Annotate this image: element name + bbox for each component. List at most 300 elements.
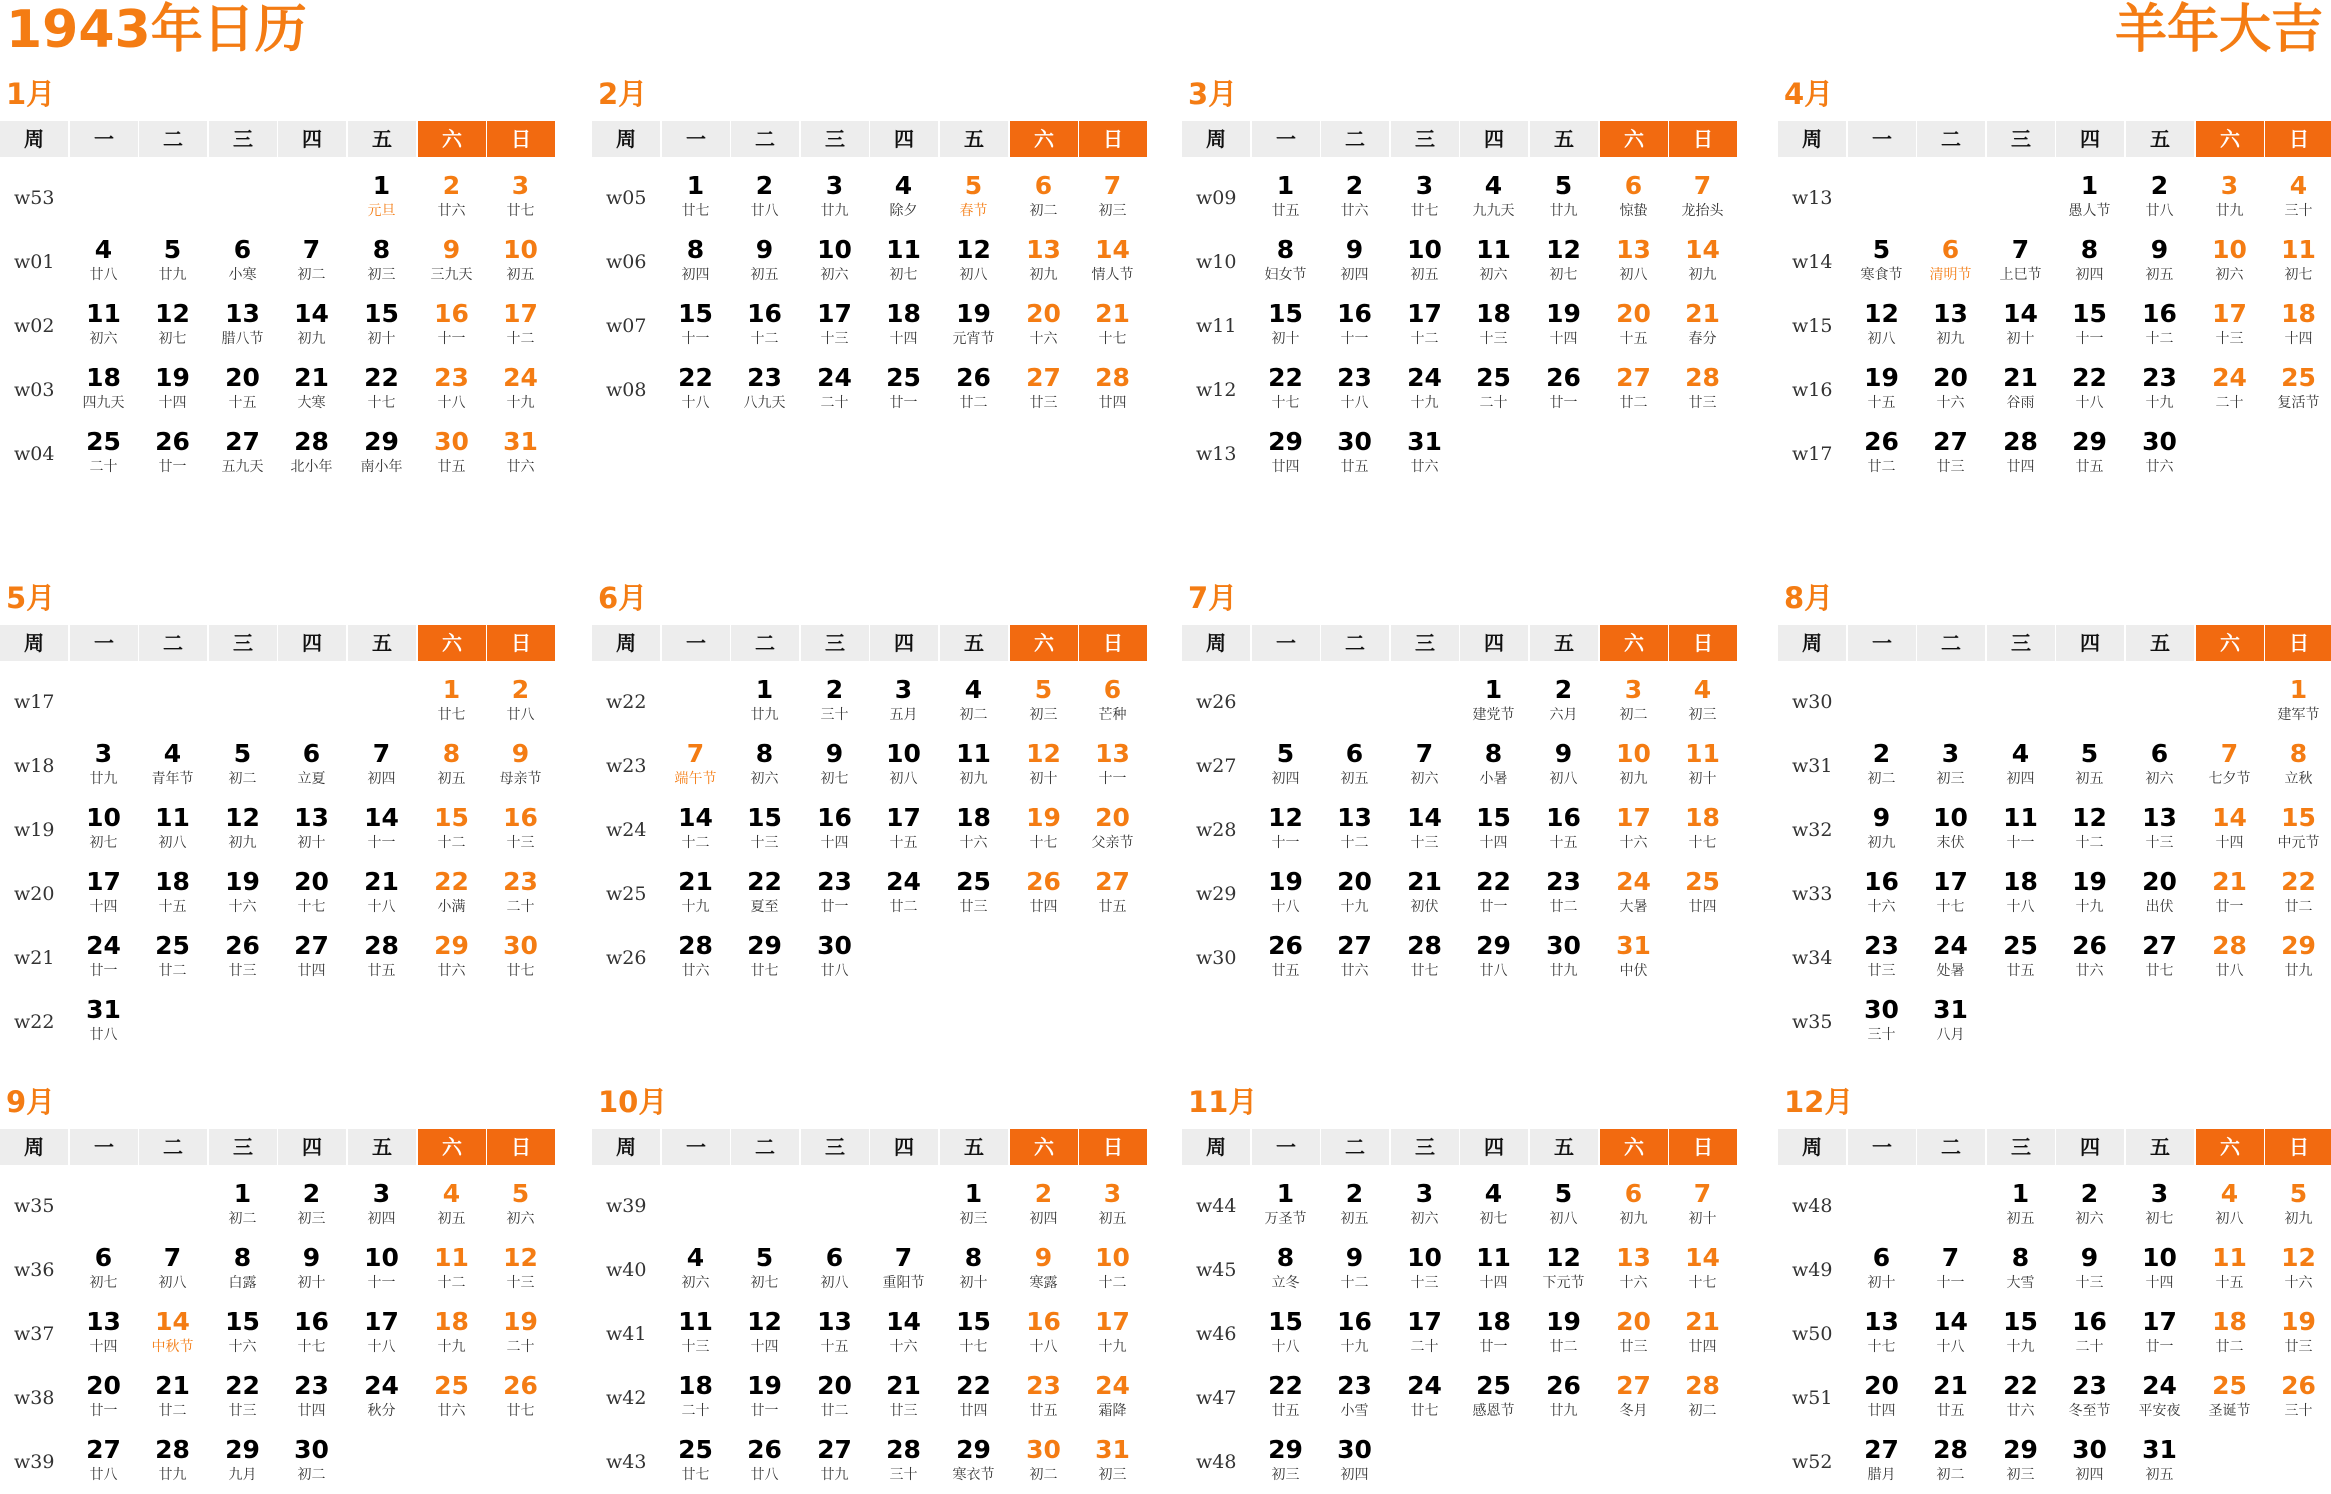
day-cell[interactable] [2195, 734, 2264, 798]
day-cell[interactable] [1599, 358, 1668, 422]
day-cell[interactable] [1668, 358, 1737, 422]
day-cell[interactable] [800, 1366, 869, 1430]
day-cell[interactable] [138, 862, 207, 926]
day-cell[interactable] [1986, 1366, 2055, 1430]
day-cell[interactable] [1916, 422, 1985, 486]
day-cell[interactable] [2125, 230, 2194, 294]
day-cell[interactable] [1847, 798, 1916, 862]
day-cell[interactable] [2055, 926, 2124, 990]
day-cell[interactable] [939, 862, 1008, 926]
day-cell[interactable] [1251, 358, 1320, 422]
day-cell[interactable] [1847, 990, 1916, 1054]
day-cell[interactable] [1078, 670, 1147, 734]
day-cell[interactable] [2264, 1174, 2331, 1238]
day-cell[interactable] [208, 1174, 277, 1238]
day-cell[interactable] [1251, 230, 1320, 294]
day-cell[interactable] [939, 358, 1008, 422]
day-cell[interactable] [661, 862, 730, 926]
day-cell[interactable] [1009, 1302, 1078, 1366]
day-cell[interactable] [1986, 1174, 2055, 1238]
day-cell[interactable] [486, 862, 555, 926]
day-cell[interactable] [1529, 166, 1598, 230]
day-cell[interactable] [1009, 798, 1078, 862]
day-cell[interactable] [2055, 1302, 2124, 1366]
day-cell[interactable] [869, 1238, 938, 1302]
day-cell[interactable] [1599, 294, 1668, 358]
day-cell[interactable] [2264, 1238, 2331, 1302]
day-cell[interactable] [1847, 926, 1916, 990]
day-cell[interactable] [869, 670, 938, 734]
day-cell[interactable] [1251, 1366, 1320, 1430]
day-cell[interactable] [138, 358, 207, 422]
day-cell[interactable] [869, 166, 938, 230]
day-cell[interactable] [800, 230, 869, 294]
day-cell[interactable] [1390, 230, 1459, 294]
day-cell[interactable] [1251, 1430, 1320, 1494]
day-cell[interactable] [347, 294, 416, 358]
day-cell[interactable] [1390, 1174, 1459, 1238]
day-cell[interactable] [2125, 422, 2194, 486]
day-cell[interactable] [1599, 798, 1668, 862]
day-cell[interactable] [1459, 1174, 1528, 1238]
day-cell[interactable] [1529, 734, 1598, 798]
day-cell[interactable] [208, 862, 277, 926]
day-cell[interactable] [1320, 1430, 1389, 1494]
day-cell[interactable] [2264, 798, 2331, 862]
day-cell[interactable] [417, 166, 486, 230]
day-cell[interactable] [138, 422, 207, 486]
day-cell[interactable] [417, 1302, 486, 1366]
day-cell[interactable] [800, 294, 869, 358]
day-cell[interactable] [939, 1430, 1008, 1494]
day-cell[interactable] [2264, 166, 2331, 230]
day-cell[interactable] [208, 1238, 277, 1302]
day-cell[interactable] [2264, 862, 2331, 926]
day-cell[interactable] [661, 1302, 730, 1366]
day-cell[interactable] [2055, 1366, 2124, 1430]
day-cell[interactable] [138, 798, 207, 862]
day-cell[interactable] [1459, 230, 1528, 294]
day-cell[interactable] [208, 798, 277, 862]
day-cell[interactable] [800, 358, 869, 422]
day-cell[interactable] [939, 734, 1008, 798]
day-cell[interactable] [1320, 1366, 1389, 1430]
day-cell[interactable] [138, 1430, 207, 1494]
day-cell[interactable] [730, 862, 799, 926]
day-cell[interactable] [1986, 926, 2055, 990]
day-cell[interactable] [2055, 1174, 2124, 1238]
day-cell[interactable] [2264, 926, 2331, 990]
day-cell[interactable] [869, 862, 938, 926]
day-cell[interactable] [730, 166, 799, 230]
day-cell[interactable] [730, 1238, 799, 1302]
day-cell[interactable] [1390, 798, 1459, 862]
day-cell[interactable] [869, 1302, 938, 1366]
day-cell[interactable] [417, 670, 486, 734]
day-cell[interactable] [1078, 1174, 1147, 1238]
day-cell[interactable] [1529, 926, 1598, 990]
day-cell[interactable] [1599, 1238, 1668, 1302]
day-cell[interactable] [2195, 166, 2264, 230]
day-cell[interactable] [1009, 294, 1078, 358]
day-cell[interactable] [486, 798, 555, 862]
day-cell[interactable] [1599, 862, 1668, 926]
day-cell[interactable] [1986, 734, 2055, 798]
day-cell[interactable] [661, 734, 730, 798]
day-cell[interactable] [277, 422, 346, 486]
day-cell[interactable] [1847, 1238, 1916, 1302]
day-cell[interactable] [939, 798, 1008, 862]
day-cell[interactable] [69, 862, 138, 926]
day-cell[interactable] [486, 1302, 555, 1366]
day-cell[interactable] [138, 294, 207, 358]
day-cell[interactable] [1529, 1238, 1598, 1302]
day-cell[interactable] [277, 358, 346, 422]
day-cell[interactable] [2125, 1430, 2194, 1494]
day-cell[interactable] [2195, 1366, 2264, 1430]
day-cell[interactable] [69, 294, 138, 358]
day-cell[interactable] [1320, 1238, 1389, 1302]
day-cell[interactable] [2264, 1302, 2331, 1366]
day-cell[interactable] [1078, 1302, 1147, 1366]
day-cell[interactable] [1529, 230, 1598, 294]
day-cell[interactable] [1599, 166, 1668, 230]
day-cell[interactable] [1668, 1174, 1737, 1238]
day-cell[interactable] [69, 990, 138, 1054]
day-cell[interactable] [1847, 1366, 1916, 1430]
day-cell[interactable] [1599, 230, 1668, 294]
day-cell[interactable] [1009, 166, 1078, 230]
day-cell[interactable] [2195, 1302, 2264, 1366]
day-cell[interactable] [869, 230, 938, 294]
day-cell[interactable] [730, 926, 799, 990]
day-cell[interactable] [1916, 862, 1985, 926]
day-cell[interactable] [2055, 358, 2124, 422]
day-cell[interactable] [1847, 1302, 1916, 1366]
day-cell[interactable] [417, 862, 486, 926]
day-cell[interactable] [2055, 294, 2124, 358]
day-cell[interactable] [2055, 1430, 2124, 1494]
day-cell[interactable] [1668, 862, 1737, 926]
day-cell[interactable] [1668, 230, 1737, 294]
day-cell[interactable] [1009, 670, 1078, 734]
day-cell[interactable] [277, 1366, 346, 1430]
day-cell[interactable] [69, 734, 138, 798]
day-cell[interactable] [1986, 862, 2055, 926]
day-cell[interactable] [1390, 294, 1459, 358]
day-cell[interactable] [1668, 798, 1737, 862]
day-cell[interactable] [208, 422, 277, 486]
day-cell[interactable] [1459, 798, 1528, 862]
day-cell[interactable] [1459, 734, 1528, 798]
day-cell[interactable] [1320, 798, 1389, 862]
day-cell[interactable] [1986, 1302, 2055, 1366]
day-cell[interactable] [2264, 734, 2331, 798]
day-cell[interactable] [347, 798, 416, 862]
day-cell[interactable] [939, 1302, 1008, 1366]
day-cell[interactable] [1668, 1238, 1737, 1302]
day-cell[interactable] [1078, 230, 1147, 294]
day-cell[interactable] [800, 1302, 869, 1366]
day-cell[interactable] [1009, 734, 1078, 798]
day-cell[interactable] [347, 422, 416, 486]
day-cell[interactable] [417, 926, 486, 990]
day-cell[interactable] [730, 230, 799, 294]
day-cell[interactable] [69, 1366, 138, 1430]
day-cell[interactable] [1529, 1174, 1598, 1238]
day-cell[interactable] [138, 230, 207, 294]
day-cell[interactable] [1916, 1430, 1985, 1494]
day-cell[interactable] [1668, 670, 1737, 734]
day-cell[interactable] [208, 926, 277, 990]
day-cell[interactable] [1320, 230, 1389, 294]
day-cell[interactable] [2055, 862, 2124, 926]
day-cell[interactable] [1459, 358, 1528, 422]
day-cell[interactable] [1529, 862, 1598, 926]
day-cell[interactable] [1847, 294, 1916, 358]
day-cell[interactable] [730, 1366, 799, 1430]
day-cell[interactable] [1078, 1430, 1147, 1494]
day-cell[interactable] [1078, 294, 1147, 358]
day-cell[interactable] [939, 294, 1008, 358]
day-cell[interactable] [2195, 358, 2264, 422]
day-cell[interactable] [869, 798, 938, 862]
day-cell[interactable] [69, 1302, 138, 1366]
day-cell[interactable] [1009, 230, 1078, 294]
day-cell[interactable] [661, 166, 730, 230]
day-cell[interactable] [869, 1366, 938, 1430]
day-cell[interactable] [1009, 1430, 1078, 1494]
day-cell[interactable] [939, 1366, 1008, 1430]
day-cell[interactable] [661, 1238, 730, 1302]
day-cell[interactable] [208, 230, 277, 294]
day-cell[interactable] [347, 166, 416, 230]
day-cell[interactable] [869, 734, 938, 798]
day-cell[interactable] [939, 230, 1008, 294]
day-cell[interactable] [2125, 1174, 2194, 1238]
day-cell[interactable] [800, 862, 869, 926]
day-cell[interactable] [69, 230, 138, 294]
day-cell[interactable] [1916, 294, 1985, 358]
day-cell[interactable] [1009, 1238, 1078, 1302]
day-cell[interactable] [1916, 230, 1985, 294]
day-cell[interactable] [486, 230, 555, 294]
day-cell[interactable] [1390, 1302, 1459, 1366]
day-cell[interactable] [1847, 734, 1916, 798]
day-cell[interactable] [1009, 1174, 1078, 1238]
day-cell[interactable] [1078, 358, 1147, 422]
day-cell[interactable] [1847, 358, 1916, 422]
day-cell[interactable] [2055, 734, 2124, 798]
day-cell[interactable] [1916, 358, 1985, 422]
day-cell[interactable] [208, 1430, 277, 1494]
day-cell[interactable] [661, 1366, 730, 1430]
day-cell[interactable] [1986, 798, 2055, 862]
day-cell[interactable] [1251, 1238, 1320, 1302]
day-cell[interactable] [1251, 422, 1320, 486]
day-cell[interactable] [1320, 358, 1389, 422]
day-cell[interactable] [486, 1238, 555, 1302]
day-cell[interactable] [2125, 798, 2194, 862]
day-cell[interactable] [2125, 862, 2194, 926]
day-cell[interactable] [1986, 358, 2055, 422]
day-cell[interactable] [347, 1302, 416, 1366]
day-cell[interactable] [347, 1238, 416, 1302]
day-cell[interactable] [1847, 862, 1916, 926]
day-cell[interactable] [208, 1302, 277, 1366]
day-cell[interactable] [2055, 166, 2124, 230]
day-cell[interactable] [277, 1430, 346, 1494]
day-cell[interactable] [347, 230, 416, 294]
day-cell[interactable] [347, 926, 416, 990]
day-cell[interactable] [800, 1238, 869, 1302]
day-cell[interactable] [1986, 422, 2055, 486]
day-cell[interactable] [800, 1430, 869, 1494]
day-cell[interactable] [417, 1366, 486, 1430]
day-cell[interactable] [661, 1430, 730, 1494]
day-cell[interactable] [208, 358, 277, 422]
day-cell[interactable] [730, 798, 799, 862]
day-cell[interactable] [1847, 422, 1916, 486]
day-cell[interactable] [2195, 1174, 2264, 1238]
day-cell[interactable] [138, 926, 207, 990]
day-cell[interactable] [1009, 358, 1078, 422]
day-cell[interactable] [2195, 862, 2264, 926]
day-cell[interactable] [1529, 798, 1598, 862]
day-cell[interactable] [1009, 862, 1078, 926]
day-cell[interactable] [2125, 294, 2194, 358]
day-cell[interactable] [69, 1430, 138, 1494]
day-cell[interactable] [277, 862, 346, 926]
day-cell[interactable] [2125, 734, 2194, 798]
day-cell[interactable] [1251, 734, 1320, 798]
day-cell[interactable] [2264, 1366, 2331, 1430]
day-cell[interactable] [661, 230, 730, 294]
day-cell[interactable] [1390, 422, 1459, 486]
day-cell[interactable] [1459, 926, 1528, 990]
day-cell[interactable] [1390, 862, 1459, 926]
day-cell[interactable] [1390, 926, 1459, 990]
day-cell[interactable] [1251, 862, 1320, 926]
day-cell[interactable] [1459, 1302, 1528, 1366]
day-cell[interactable] [417, 1238, 486, 1302]
day-cell[interactable] [1251, 926, 1320, 990]
day-cell[interactable] [277, 734, 346, 798]
day-cell[interactable] [730, 1302, 799, 1366]
day-cell[interactable] [1986, 230, 2055, 294]
day-cell[interactable] [939, 166, 1008, 230]
day-cell[interactable] [1320, 926, 1389, 990]
day-cell[interactable] [1251, 166, 1320, 230]
day-cell[interactable] [730, 358, 799, 422]
day-cell[interactable] [1668, 294, 1737, 358]
day-cell[interactable] [800, 734, 869, 798]
day-cell[interactable] [1078, 798, 1147, 862]
day-cell[interactable] [1847, 1430, 1916, 1494]
day-cell[interactable] [1320, 166, 1389, 230]
day-cell[interactable] [2195, 230, 2264, 294]
day-cell[interactable] [2195, 1238, 2264, 1302]
day-cell[interactable] [1986, 1238, 2055, 1302]
day-cell[interactable] [2125, 166, 2194, 230]
day-cell[interactable] [661, 294, 730, 358]
day-cell[interactable] [1320, 294, 1389, 358]
day-cell[interactable] [486, 358, 555, 422]
day-cell[interactable] [1529, 358, 1598, 422]
day-cell[interactable] [1459, 862, 1528, 926]
day-cell[interactable] [869, 1430, 938, 1494]
day-cell[interactable] [1916, 926, 1985, 990]
day-cell[interactable] [1599, 734, 1668, 798]
day-cell[interactable] [486, 1366, 555, 1430]
day-cell[interactable] [2055, 1238, 2124, 1302]
day-cell[interactable] [2055, 798, 2124, 862]
day-cell[interactable] [730, 734, 799, 798]
day-cell[interactable] [417, 230, 486, 294]
day-cell[interactable] [138, 1238, 207, 1302]
day-cell[interactable] [69, 358, 138, 422]
day-cell[interactable] [486, 166, 555, 230]
day-cell[interactable] [347, 1174, 416, 1238]
day-cell[interactable] [1390, 734, 1459, 798]
day-cell[interactable] [800, 798, 869, 862]
day-cell[interactable] [2264, 230, 2331, 294]
day-cell[interactable] [347, 734, 416, 798]
day-cell[interactable] [1390, 1366, 1459, 1430]
day-cell[interactable] [69, 798, 138, 862]
day-cell[interactable] [939, 1238, 1008, 1302]
day-cell[interactable] [2125, 1366, 2194, 1430]
day-cell[interactable] [1668, 166, 1737, 230]
day-cell[interactable] [347, 862, 416, 926]
day-cell[interactable] [1390, 1238, 1459, 1302]
day-cell[interactable] [939, 1174, 1008, 1238]
day-cell[interactable] [486, 670, 555, 734]
day-cell[interactable] [2125, 926, 2194, 990]
day-cell[interactable] [1459, 670, 1528, 734]
day-cell[interactable] [2125, 1302, 2194, 1366]
day-cell[interactable] [1251, 294, 1320, 358]
day-cell[interactable] [277, 1302, 346, 1366]
day-cell[interactable] [1668, 734, 1737, 798]
day-cell[interactable] [277, 1174, 346, 1238]
day-cell[interactable] [1529, 670, 1598, 734]
day-cell[interactable] [138, 1302, 207, 1366]
day-cell[interactable] [661, 926, 730, 990]
day-cell[interactable] [417, 294, 486, 358]
day-cell[interactable] [2195, 926, 2264, 990]
day-cell[interactable] [1916, 798, 1985, 862]
day-cell[interactable] [69, 926, 138, 990]
day-cell[interactable] [800, 166, 869, 230]
day-cell[interactable] [1459, 294, 1528, 358]
day-cell[interactable] [1916, 1238, 1985, 1302]
day-cell[interactable] [277, 230, 346, 294]
day-cell[interactable] [869, 294, 938, 358]
day-cell[interactable] [661, 798, 730, 862]
day-cell[interactable] [417, 1174, 486, 1238]
day-cell[interactable] [1320, 1302, 1389, 1366]
day-cell[interactable] [1986, 294, 2055, 358]
day-cell[interactable] [1251, 798, 1320, 862]
day-cell[interactable] [347, 1366, 416, 1430]
day-cell[interactable] [1459, 166, 1528, 230]
day-cell[interactable] [347, 358, 416, 422]
day-cell[interactable] [1320, 862, 1389, 926]
day-cell[interactable] [417, 734, 486, 798]
day-cell[interactable] [1078, 862, 1147, 926]
day-cell[interactable] [2055, 230, 2124, 294]
